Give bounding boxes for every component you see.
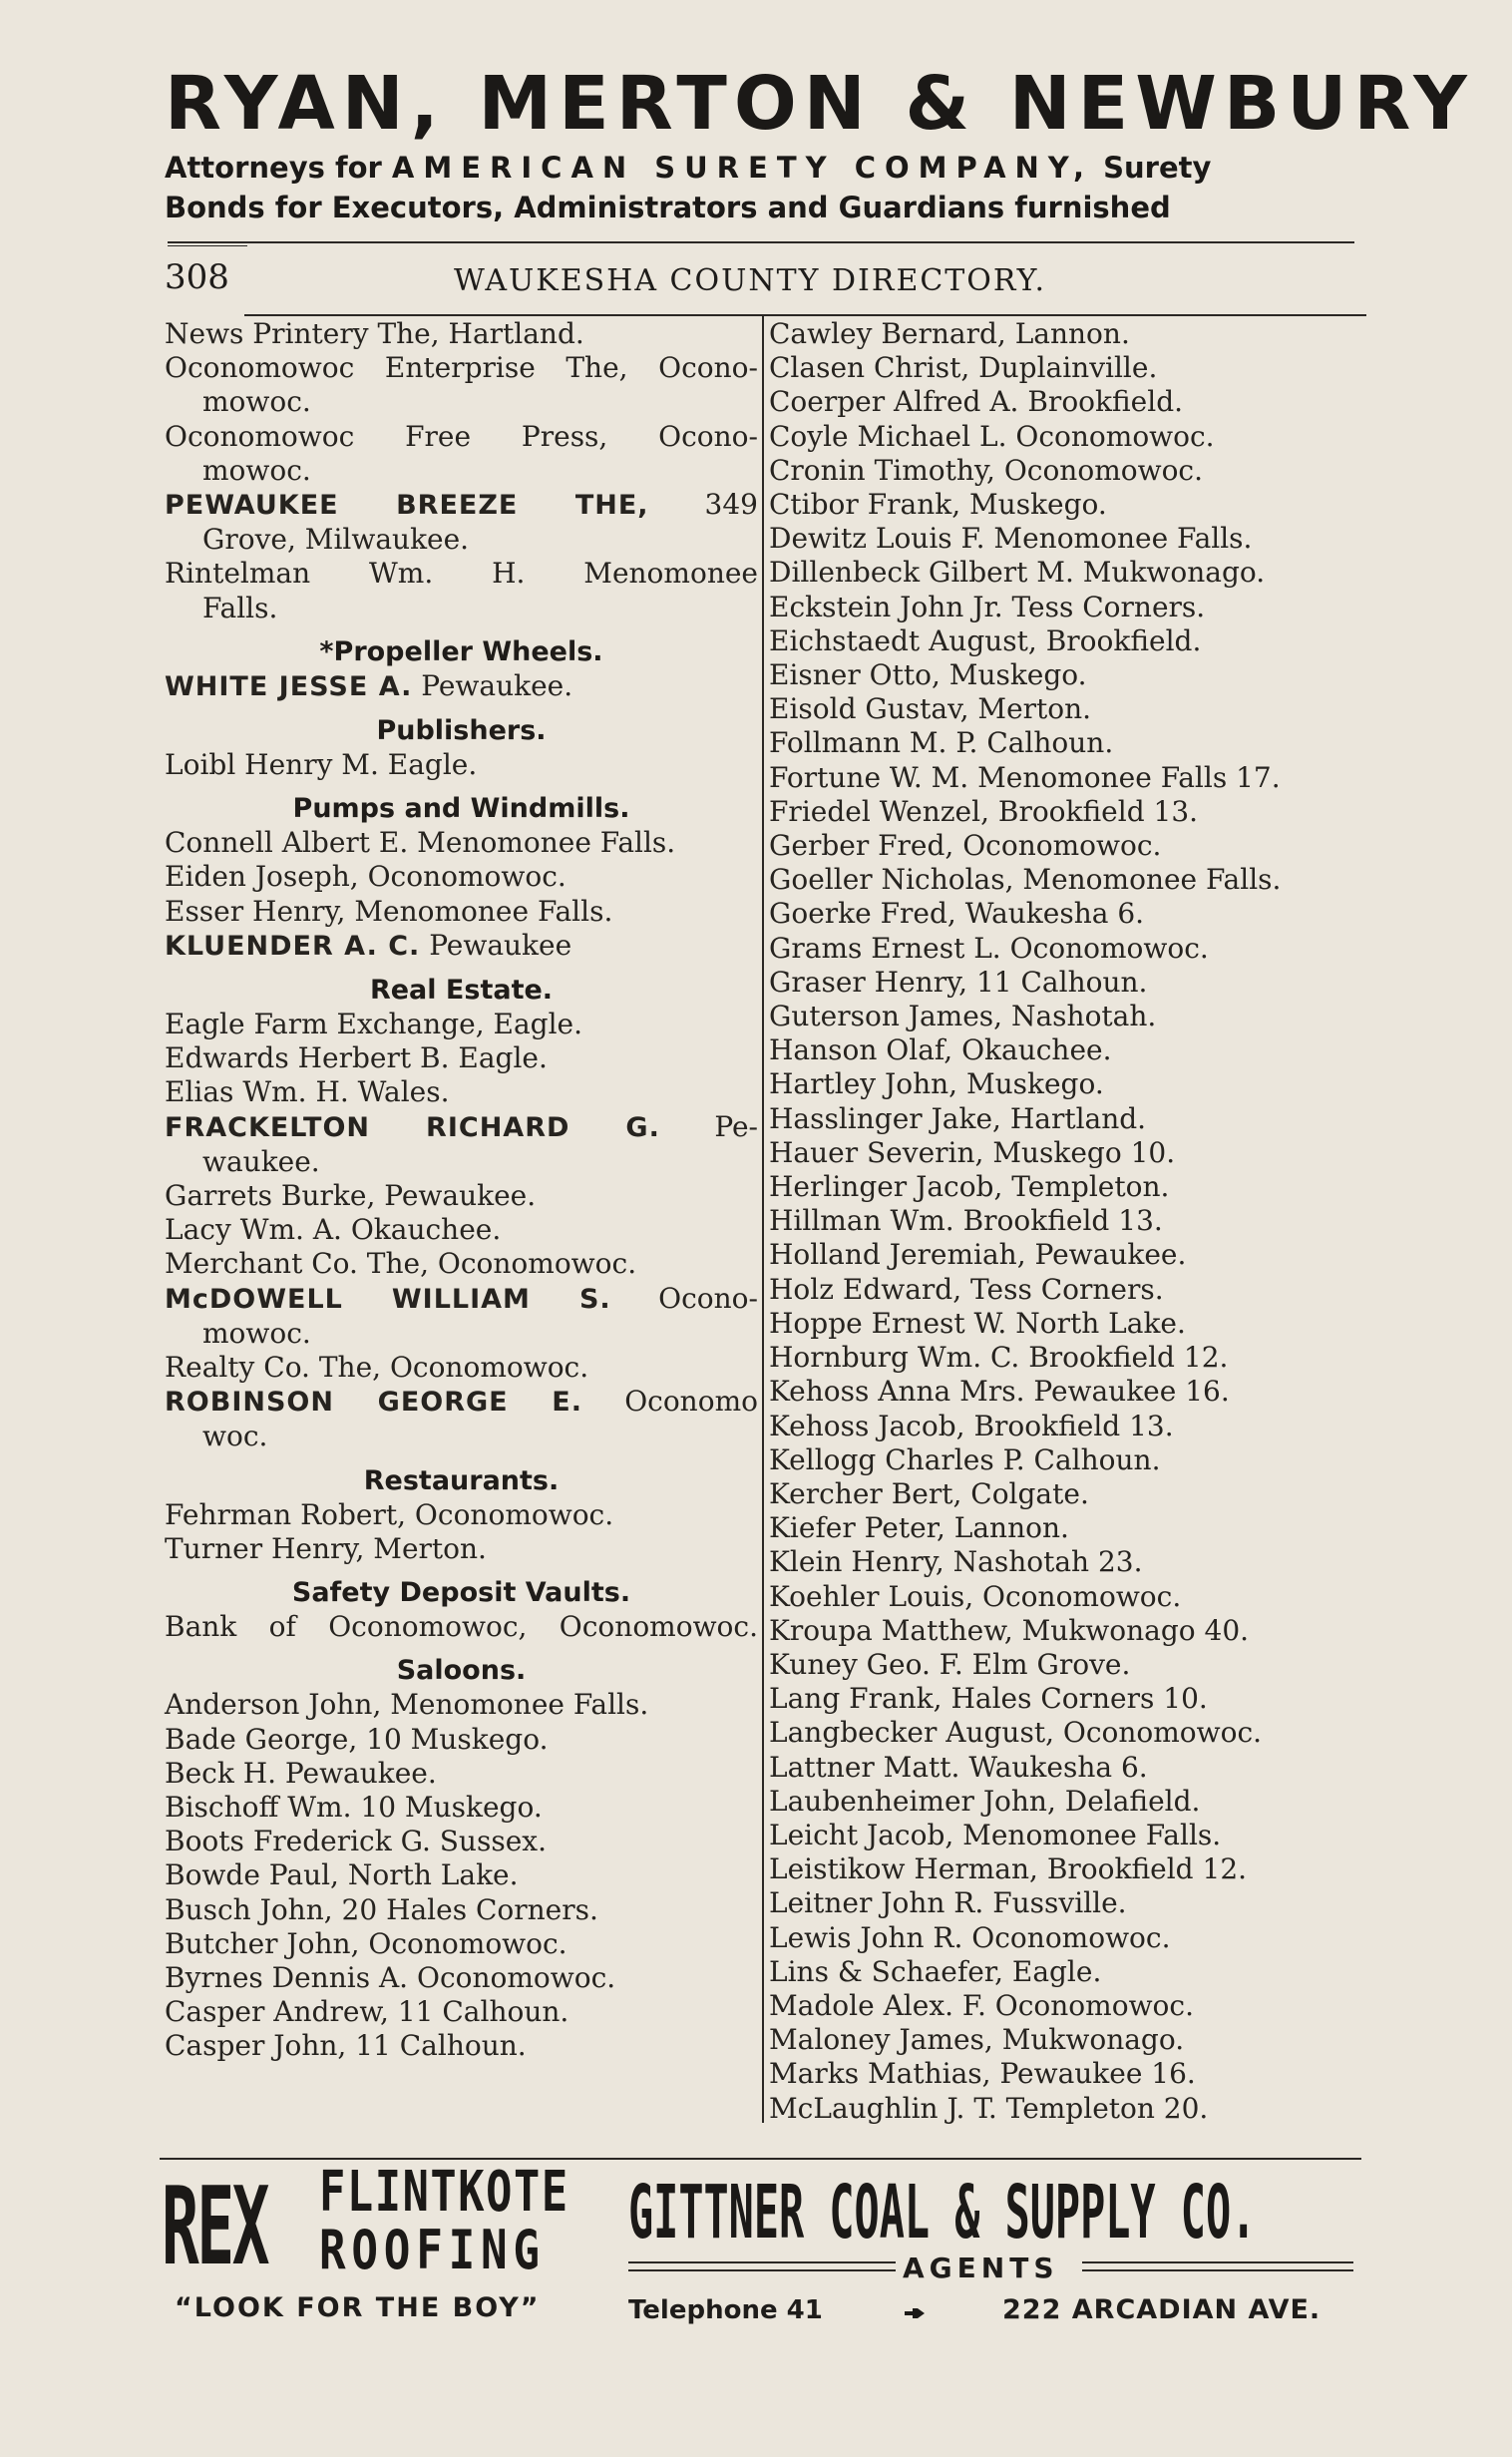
saloon-listing: Eichstaedt August, Brookfield. bbox=[769, 623, 1202, 657]
slogan-text: “LOOK FOR THE BOY” bbox=[175, 2292, 541, 2323]
saloon-listing: Hanson Olaf, Okauchee. bbox=[769, 1033, 1112, 1067]
category-heading: *Propeller Wheels. bbox=[319, 635, 603, 667]
saloon-listing: Grams Ernest L. Oconomowoc. bbox=[769, 931, 1209, 965]
listing-entry: Casper Andrew, 11 Calhoun. bbox=[165, 1995, 569, 2029]
agents-right-rule bbox=[1082, 2261, 1353, 2263]
saloon-listing: McLaughlin J. T. Templeton 20. bbox=[769, 2091, 1209, 2125]
saloon-listing: Fortune W. M. Menomonee Falls 17. bbox=[769, 760, 1281, 794]
law-firm-name: RYAN, MERTON & NEWBURY bbox=[165, 61, 1474, 147]
listing-entry: Esser Henry, Menomonee Falls. bbox=[165, 894, 613, 928]
page-number: 308 bbox=[165, 257, 229, 297]
listing-entry: Eiden Joseph, Oconomowoc. bbox=[165, 860, 567, 894]
saloon-listing: Lewis John R. Oconomowoc. bbox=[769, 1920, 1171, 1954]
listing-entry: Rintelman Wm. H. Menomonee bbox=[165, 557, 758, 591]
saloon-listing: Coerper Alfred A. Brookfield. bbox=[769, 385, 1184, 419]
ad-line-2: Bonds for Executors, Administrators and Guardians furnished bbox=[165, 191, 1171, 224]
listing-entry bbox=[165, 669, 758, 704]
listing-continuation: mowoc. bbox=[202, 385, 311, 419]
saloon-listing: Goeller Nicholas, Menomonee Falls. bbox=[769, 863, 1282, 897]
agents-label: AGENTS bbox=[903, 2252, 1059, 2284]
saloon-listing: Kercher Bert, Colgate. bbox=[769, 1476, 1089, 1510]
category-heading: Safety Deposit Vaults. bbox=[291, 1577, 631, 1609]
saloon-listing: Hauer Severin, Muskego 10. bbox=[769, 1135, 1176, 1169]
header-rule bbox=[244, 314, 1366, 316]
saloon-listing: Holland Jeremiah, Pewaukee. bbox=[769, 1238, 1187, 1272]
saloon-listing: Hartley John, Muskego. bbox=[769, 1067, 1104, 1101]
listing-bold-name: PEWAUKEE BREEZE THE, bbox=[165, 490, 649, 522]
saloon-listing: Follmann M. P. Calhoun. bbox=[769, 726, 1114, 760]
saloon-listing: Hornburg Wm. C. Brookfield 12. bbox=[769, 1341, 1229, 1375]
right-column bbox=[769, 317, 1367, 2126]
listing-bold-name: McDOWELL WILLIAM S. bbox=[165, 1283, 611, 1315]
saloon-listing: Cawley Bernard, Lannon. bbox=[769, 317, 1130, 350]
saloon-listing: Goerke Fred, Waukesha 6. bbox=[769, 897, 1145, 931]
category-heading: Saloons. bbox=[396, 1655, 527, 1687]
listing-entry: Bischoff Wm. 10 Muskego. bbox=[165, 1790, 543, 1824]
roofing-text: ROOFING bbox=[319, 2219, 546, 2281]
saloon-listing: Eisold Gustav, Merton. bbox=[769, 692, 1092, 726]
rex-logo-text: REX bbox=[162, 2165, 268, 2289]
ad-line-1 bbox=[165, 148, 1356, 188]
saloon-listing: Marks Mathias, Pewaukee 16. bbox=[769, 2057, 1196, 2091]
address-text: 222 ARCADIAN AVE. bbox=[1002, 2294, 1322, 2325]
saloon-listing: Holz Edward, Tess Corners. bbox=[769, 1272, 1164, 1306]
listing-continuation: Falls. bbox=[202, 591, 278, 624]
saloon-listing: Cronin Timothy, Oconomowoc. bbox=[769, 453, 1204, 487]
listing-continuation: Grove, Milwaukee. bbox=[202, 523, 470, 557]
category-heading: Real Estate. bbox=[369, 975, 554, 1007]
saloon-listing: Friedel Wenzel, Brookfield 13. bbox=[769, 794, 1199, 828]
saloon-listing: Gerber Fred, Oconomowoc. bbox=[769, 829, 1162, 863]
saloon-listing: Leitner John R. Fussville. bbox=[769, 1886, 1127, 1920]
listing-entry: Eagle Farm Exchange, Eagle. bbox=[165, 1008, 582, 1041]
listing-entry: Oconomowoc Enterprise The, Ocono- bbox=[165, 351, 758, 385]
saloon-listing: Maloney James, Mukwonago. bbox=[769, 2023, 1185, 2057]
listing-entry: Loibl Henry M. Eagle. bbox=[165, 748, 478, 782]
saloon-listing: Kuney Geo. F. Elm Grove. bbox=[769, 1647, 1131, 1681]
listing-entry: Butcher John, Oconomowoc. bbox=[165, 1926, 567, 1960]
listing-text: 349 bbox=[648, 488, 758, 522]
listing-text: Oconomo bbox=[582, 1385, 758, 1419]
listing-entry bbox=[165, 1110, 758, 1145]
top-advertisement bbox=[165, 60, 1474, 227]
listing-entry: Oconomowoc Free Press, Ocono- bbox=[165, 419, 758, 453]
column-divider bbox=[762, 315, 764, 2123]
saloon-listing: Kellogg Charles P. Calhoun. bbox=[769, 1442, 1161, 1476]
saloon-listing: Leistikow Herman, Brookfield 12. bbox=[769, 1852, 1248, 1886]
bottom-advertisement bbox=[160, 2160, 1356, 2339]
saloon-listing: Eisner Otto, Muskego. bbox=[769, 658, 1087, 692]
agents-right-rule-2 bbox=[1082, 2269, 1353, 2271]
saloon-listing: Hoppe Ernest W. North Lake. bbox=[769, 1306, 1186, 1340]
saloon-listing: Leicht Jacob, Menomonee Falls. bbox=[769, 1818, 1222, 1851]
agents-left-rule-2 bbox=[628, 2269, 896, 2271]
listing-entry: News Printery The, Hartland. bbox=[165, 317, 584, 350]
listing-entry: Busch John, 20 Hales Corners. bbox=[165, 1892, 598, 1926]
listing-entry: Edwards Herbert B. Eagle. bbox=[165, 1041, 548, 1075]
saloon-listing: Kiefer Peter, Lannon. bbox=[769, 1511, 1069, 1545]
listing-entry: Anderson John, Menomonee Falls. bbox=[165, 1688, 649, 1722]
running-title: WAUKESHA COUNTY DIRECTORY. bbox=[454, 263, 1047, 298]
category-heading: Publishers. bbox=[376, 715, 547, 747]
top-ad-rule-short-left bbox=[168, 245, 247, 246]
listing-entry: Fehrman Robert, Oconomowoc. bbox=[165, 1497, 614, 1531]
agents-left-rule bbox=[628, 2261, 896, 2263]
listing-entry bbox=[165, 1282, 758, 1317]
surety-company-name: AMERICAN SURETY COMPANY, bbox=[391, 151, 1094, 185]
saloon-listing: Guterson James, Nashotah. bbox=[769, 1000, 1157, 1033]
listing-entry: Turner Henry, Merton. bbox=[165, 1531, 487, 1565]
top-ad-rule bbox=[168, 241, 1354, 243]
listing-entry: Byrnes Dennis A. Oconomowoc. bbox=[165, 1960, 616, 1994]
saloon-listing: Lattner Matt. Waukesha 6. bbox=[769, 1750, 1148, 1784]
listing-bold-name: ROBINSON GEORGE E. bbox=[165, 1387, 582, 1419]
category-heading: Pumps and Windmills. bbox=[292, 793, 630, 825]
saloon-listing: Kroupa Matthew, Mukwonago 40. bbox=[769, 1613, 1250, 1647]
saloon-listing: Lins & Schaefer, Eagle. bbox=[769, 1954, 1102, 1988]
listing-entry: Realty Co. The, Oconomowoc. bbox=[165, 1351, 589, 1385]
listing-continuation: mowoc. bbox=[202, 453, 311, 487]
saloon-listing: Dillenbeck Gilbert M. Mukwonago. bbox=[769, 556, 1266, 590]
listing-entry bbox=[165, 1385, 758, 1420]
saloon-listing: Graser Henry, 11 Calhoun. bbox=[769, 965, 1148, 999]
left-column bbox=[165, 317, 758, 2064]
flintkote-text: FLINTKOTE bbox=[319, 2160, 569, 2225]
saloon-listing: Hasslinger Jake, Hartland. bbox=[769, 1101, 1147, 1135]
listing-entry: Garrets Burke, Pewaukee. bbox=[165, 1179, 537, 1213]
listing-entry bbox=[165, 488, 758, 523]
listing-entry: Bade George, 10 Muskego. bbox=[165, 1722, 549, 1756]
listing-entry: Boots Frederick G. Sussex. bbox=[165, 1825, 547, 1858]
saloon-listing: Langbecker August, Oconomowoc. bbox=[769, 1716, 1263, 1750]
company-name: GITTNER COAL & SUPPLY CO. bbox=[628, 2170, 1257, 2255]
listing-entry: Connell Albert E. Menomonee Falls. bbox=[165, 826, 676, 860]
saloon-listing: Dewitz Louis F. Menomonee Falls. bbox=[769, 522, 1253, 556]
saloon-listing: Kehoss Anna Mrs. Pewaukee 16. bbox=[769, 1375, 1230, 1409]
saloon-listing: Laubenheimer John, Delafield. bbox=[769, 1784, 1201, 1818]
ad-line-1-prefix: Attorneys for bbox=[165, 151, 382, 185]
listing-entry: Beck H. Pewaukee. bbox=[165, 1756, 437, 1790]
listing-entry: Elias Wm. H. Wales. bbox=[165, 1075, 450, 1109]
saloon-listing: Madole Alex. F. Oconomowoc. bbox=[769, 1988, 1194, 2022]
listing-text: Ocono- bbox=[610, 1281, 758, 1315]
listing-bold-name: WHITE JESSE A. bbox=[165, 670, 413, 702]
listing-entry bbox=[165, 929, 758, 964]
listing-text: Pewaukee bbox=[420, 928, 572, 962]
telephone-text: Telephone 41 bbox=[628, 2295, 823, 2325]
category-heading: Restaurants. bbox=[363, 1464, 560, 1496]
listing-entry: Bank of Oconomowoc, Oconomowoc. bbox=[165, 1610, 758, 1644]
saloon-listing: Ctibor Frank, Muskego. bbox=[769, 488, 1107, 522]
ad-line-1-suffix: Surety bbox=[1103, 151, 1212, 185]
listing-entry: Bowde Paul, North Lake. bbox=[165, 1858, 519, 1892]
listing-text: Pewaukee. bbox=[412, 668, 573, 702]
saloon-listing: Hillman Wm. Brookfield 13. bbox=[769, 1204, 1163, 1238]
saloon-listing: Lang Frank, Hales Corners 10. bbox=[769, 1682, 1208, 1716]
listing-bold-name: FRACKELTON RICHARD G. bbox=[165, 1111, 660, 1143]
saloon-listing: Herlinger Jacob, Templeton. bbox=[769, 1170, 1170, 1204]
listing-continuation: waukee. bbox=[202, 1144, 320, 1178]
listing-text: Pe- bbox=[659, 1109, 758, 1143]
listing-entry: Casper John, 11 Calhoun. bbox=[165, 2029, 527, 2063]
saloon-listing: Coyle Michael L. Oconomowoc. bbox=[769, 419, 1215, 453]
listing-entry: Merchant Co. The, Oconomowoc. bbox=[165, 1247, 637, 1281]
saloon-listing: Eckstein John Jr. Tess Corners. bbox=[769, 590, 1206, 623]
listing-entry: Lacy Wm. A. Okauchee. bbox=[165, 1213, 502, 1247]
saloon-listing: Kehoss Jacob, Brookfield 13. bbox=[769, 1409, 1174, 1442]
saloon-listing: Klein Henry, Nashotah 23. bbox=[769, 1545, 1143, 1579]
saloon-listing: Koehler Louis, Oconomowoc. bbox=[769, 1579, 1182, 1613]
listing-continuation: mowoc. bbox=[202, 1316, 311, 1350]
pointing-hand-icon bbox=[904, 2307, 926, 2319]
listing-bold-name: KLUENDER A. C. bbox=[165, 930, 421, 962]
saloon-listing: Clasen Christ, Duplainville. bbox=[769, 351, 1158, 385]
listing-continuation: woc. bbox=[202, 1420, 268, 1453]
